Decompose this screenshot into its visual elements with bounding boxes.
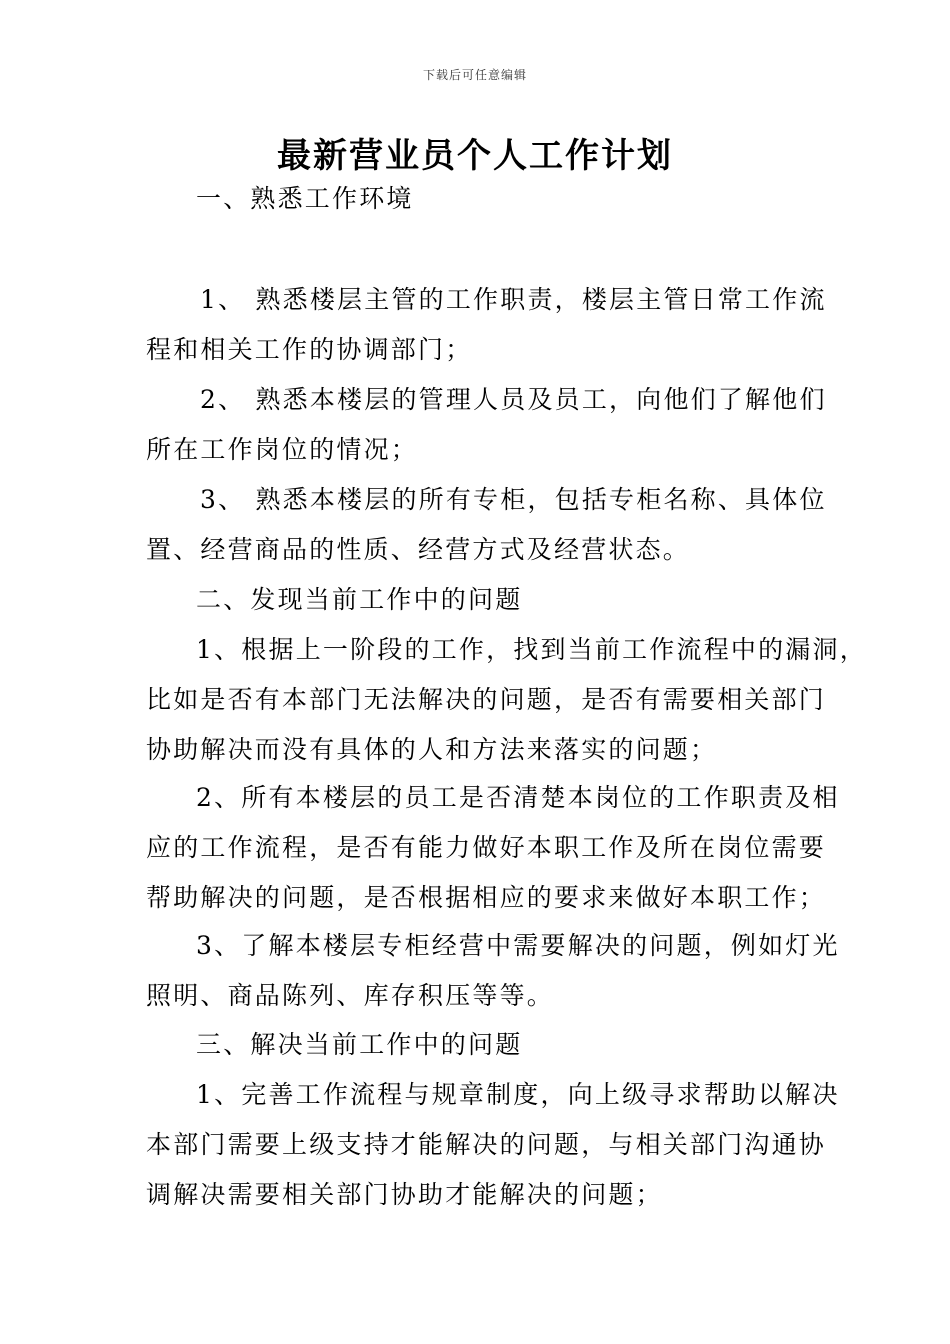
paragraph-line: 1、完善工作流程与规章制度，向上级寻求帮助以解决 <box>196 1080 840 1109</box>
paragraph-line: 3、 熟悉本楼层的所有专柜，包括专柜名称、具体位 <box>200 485 827 514</box>
paragraph-line: 比如是否有本部门无法解决的问题，是否有需要相关部门 <box>146 685 827 714</box>
paragraph-2-1 <box>146 625 867 775</box>
paragraph-line: 一、熟悉工作环境 <box>196 184 414 213</box>
paragraph-3-1 <box>146 1070 840 1220</box>
paragraph-line: 2、 熟悉本楼层的管理人员及员工，向他们了解他们 <box>200 385 827 414</box>
paragraph-line: 程和相关工作的协调部门； <box>146 335 473 364</box>
paragraph-line: 所在工作岗位的情况； <box>146 435 419 464</box>
paragraph-line: 帮助解决的问题，是否根据相应的要求来做好本职工作； <box>146 883 827 912</box>
section-heading-2 <box>146 575 818 625</box>
paragraph-line: 置、经营商品的性质、经营方式及经营状态。 <box>146 535 691 564</box>
section-heading-1 <box>146 174 818 224</box>
paragraph-line: 调解决需要相关部门协助才能解决的问题； <box>146 1180 663 1209</box>
paragraph-line: 照明、商品陈列、库存积压等等。 <box>146 981 555 1010</box>
paragraph-line: 1、根据上一阶段的工作，找到当前工作流程中的漏洞， <box>196 635 867 664</box>
paragraph-line: 2、所有本楼层的员工是否清楚本岗位的工作职责及相 <box>196 783 840 812</box>
paragraph-1-3 <box>146 475 827 575</box>
paragraph-line: 应的工作流程，是否有能力做好本职工作及所在岗位需要 <box>146 833 827 862</box>
paragraph-line: 3、了解本楼层专柜经营中需要解决的问题，例如灯光 <box>196 931 840 960</box>
section-heading-3 <box>146 1020 818 1070</box>
paragraph-2-3 <box>146 921 840 1021</box>
paragraph-line: 二、发现当前工作中的问题 <box>196 585 523 614</box>
paragraph-line: 三、解决当前工作中的问题 <box>196 1030 523 1059</box>
document-title: 最新营业员个人工作计划 <box>277 136 673 176</box>
paragraph-line: 1、 熟悉楼层主管的工作职责，楼层主管日常工作流 <box>200 285 827 314</box>
header-watermark: 下载后可任意编辑 <box>422 68 527 82</box>
paragraph-2-2 <box>146 773 840 923</box>
paragraph-line: 协助解决而没有具体的人和方法来落实的问题； <box>146 735 718 764</box>
paragraph-1-1 <box>146 275 827 375</box>
paragraph-line: 本部门需要上级支持才能解决的问题，与相关部门沟通协 <box>146 1130 827 1159</box>
paragraph-1-2 <box>146 375 827 475</box>
